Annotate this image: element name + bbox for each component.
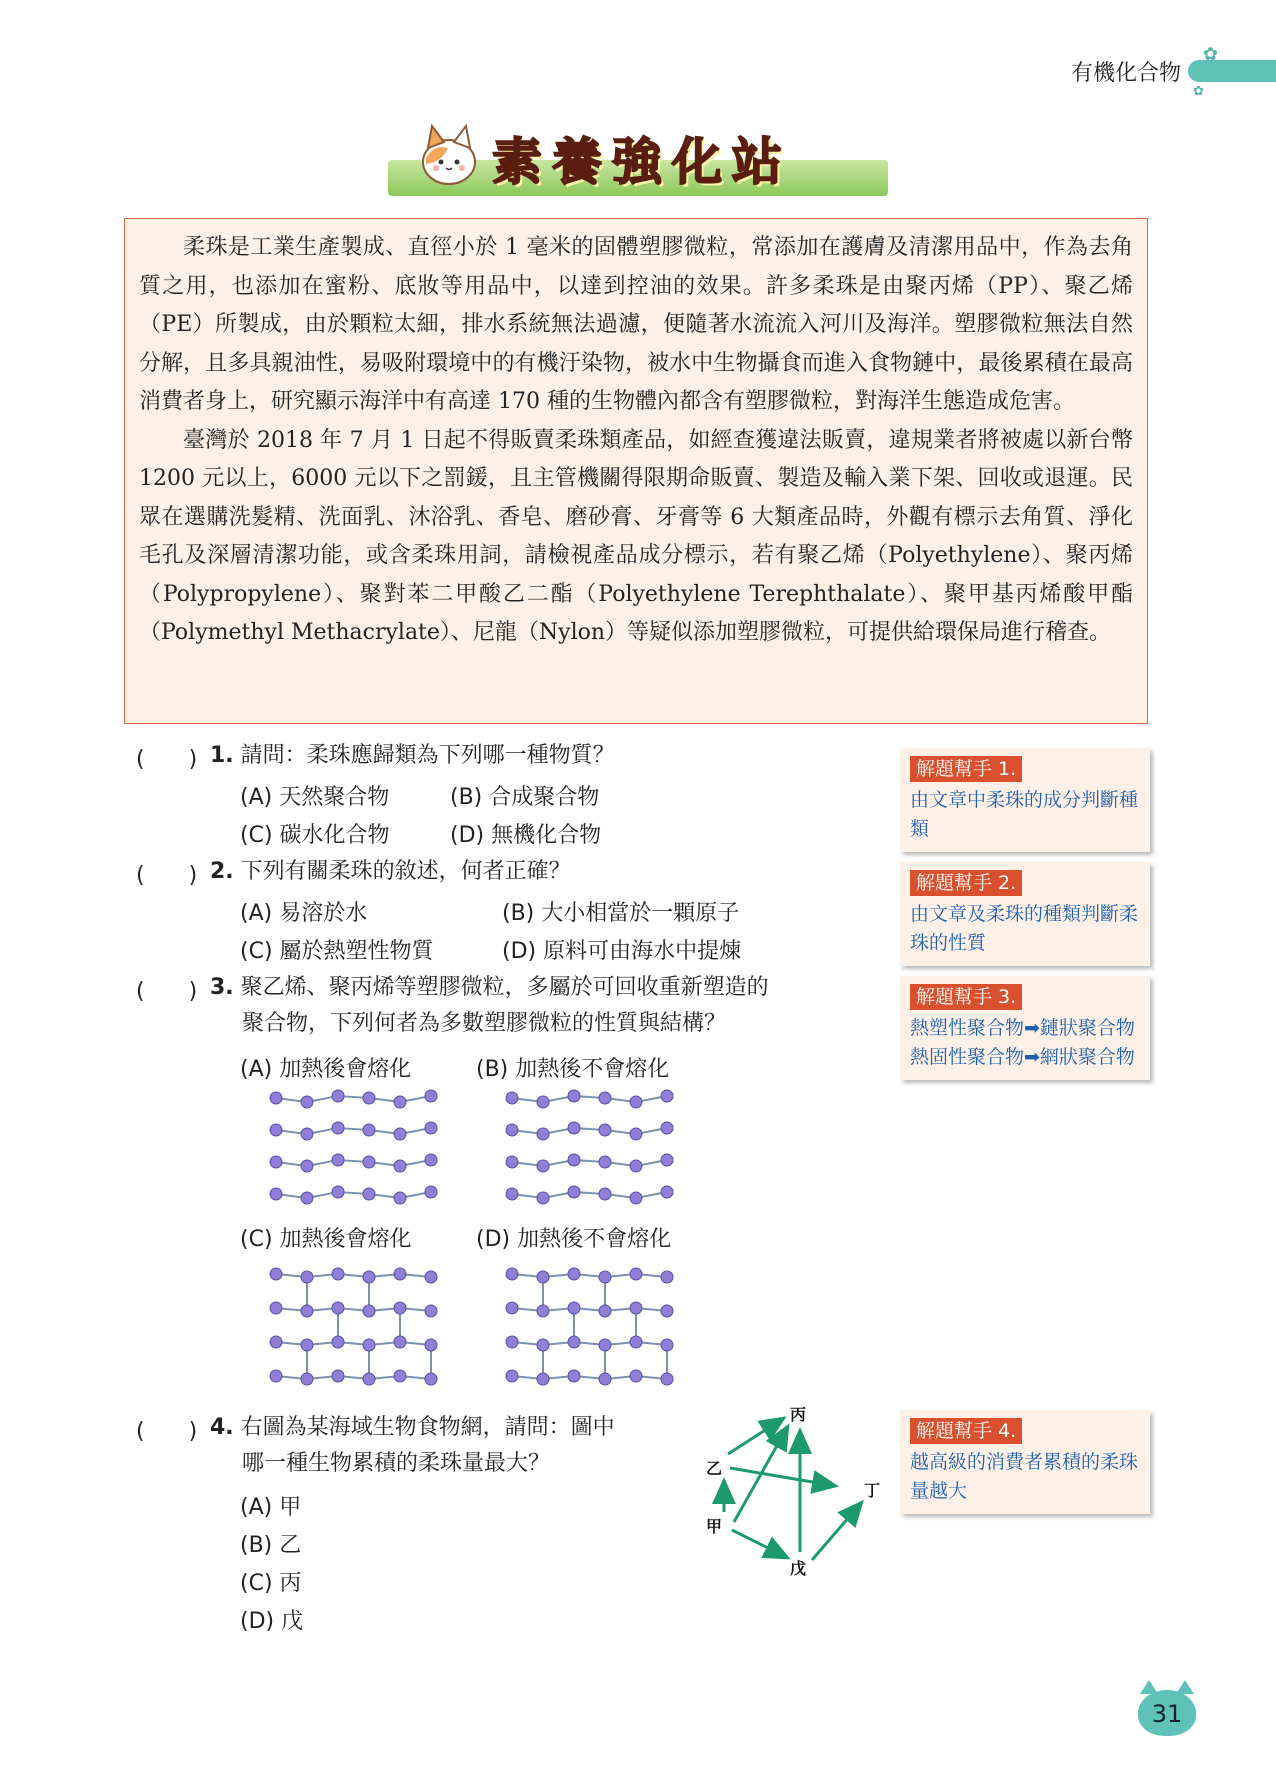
paw-icon: ✿ xyxy=(1202,44,1218,65)
polymer-bead xyxy=(568,1370,580,1382)
polymer-bead xyxy=(270,1092,282,1104)
option-c[interactable]: (C) 碳水化合物 xyxy=(240,823,390,848)
polymer-bead xyxy=(630,1160,642,1172)
polymer-bead xyxy=(270,1188,282,1200)
polymer-bead xyxy=(568,1336,580,1348)
polymer-bead xyxy=(425,1090,437,1102)
helper-label: 解題幫手 1. xyxy=(910,756,1022,782)
linear-polymer-diagram-a xyxy=(268,1086,438,1206)
article-paragraph: 柔珠是工業生產製成、直徑小於 1 毫米的固體塑膠微粒，常添加在護膚及清潔用品中，作為去角質之用，也添加在蜜粉、底妝等用品中，以達到控油的效果。許多柔珠是由聚丙烯（PP）、聚乙烯（PE）所製成，由於顆粒太細，排水系統無法過濾，便隨著水流流入河川及海洋。塑膠微粒無法自然分解，且多具親油性，易吸附環境中的有機汙染物，被水中生物攝食而進入食物鏈中，最後累積在最高消費者身上，研究顯示海洋中有高達 170 種的生物體內都含有塑膠微粒，對海洋生態造成危害。 xyxy=(139,235,1133,414)
banner-char: 化 xyxy=(672,133,732,191)
polymer-bead xyxy=(394,1370,406,1382)
paw-icon-small: ✿ xyxy=(1193,84,1204,99)
helper-text: 熱塑性聚合物➡鏈狀聚合物 xyxy=(910,1017,1135,1039)
question-number: 4. xyxy=(210,1415,234,1440)
food-web-node: 丙 xyxy=(790,1405,807,1424)
option-b[interactable]: (B) 乙 xyxy=(240,1533,302,1558)
polymer-bead xyxy=(568,1122,580,1134)
option-b[interactable]: (B) 大小相當於一顆原子 xyxy=(502,901,740,926)
polymer-bead xyxy=(301,1128,313,1140)
polymer-bead xyxy=(363,1271,375,1283)
polymer-bead xyxy=(661,1090,673,1102)
option-d[interactable]: (D) 戊 xyxy=(240,1609,304,1634)
polymer-bead xyxy=(301,1339,313,1351)
polymer-bead xyxy=(332,1186,344,1198)
polymer-bead xyxy=(301,1096,313,1108)
helper-text: 越高級的消費者累積的柔珠量越大 xyxy=(910,1451,1139,1502)
polymer-bead xyxy=(394,1192,406,1204)
food-web-node: 甲 xyxy=(706,1517,723,1536)
helper-text: 由文章及柔珠的種類判斷柔珠的性質 xyxy=(910,903,1139,954)
page-number: 31 xyxy=(1151,1700,1183,1728)
polymer-bead xyxy=(332,1154,344,1166)
option-b[interactable]: (B) 加熱後不會熔化 xyxy=(476,1057,670,1082)
polymer-bead xyxy=(394,1096,406,1108)
helper-text: 熱固性聚合物➡網狀聚合物 xyxy=(910,1046,1135,1068)
answer-blank[interactable]: ( ) xyxy=(136,747,198,772)
polymer-bead xyxy=(394,1336,406,1348)
polymer-bead xyxy=(363,1373,375,1385)
polymer-bead xyxy=(425,1271,437,1283)
option-b[interactable]: (B) 合成聚合物 xyxy=(450,785,600,810)
polymer-bead xyxy=(363,1339,375,1351)
helper-text: 由文章中柔珠的成分判斷種類 xyxy=(910,789,1139,840)
polymer-bead xyxy=(363,1305,375,1317)
polymer-bead xyxy=(537,1160,549,1172)
question-4 xyxy=(210,1410,615,1482)
network-polymer-diagram-d xyxy=(504,1262,674,1392)
polymer-bead xyxy=(270,1268,282,1280)
banner-title xyxy=(492,122,792,194)
polymer-bead xyxy=(630,1336,642,1348)
answer-blank[interactable]: ( ) xyxy=(136,979,198,1004)
polymer-bead xyxy=(661,1271,673,1283)
polymer-bead xyxy=(425,1373,437,1385)
polymer-bead xyxy=(661,1186,673,1198)
polymer-bead xyxy=(661,1373,673,1385)
polymer-bead xyxy=(270,1156,282,1168)
polymer-bead xyxy=(332,1336,344,1348)
question-text: 聚乙烯、聚丙烯等塑膠微粒，多屬於可回收重新塑造的 xyxy=(240,975,769,1000)
food-web-node: 丁 xyxy=(864,1481,881,1500)
polymer-bead xyxy=(506,1156,518,1168)
banner-char: 強 xyxy=(612,133,672,191)
article-box xyxy=(124,218,1148,724)
option-d[interactable]: (D) 無機化合物 xyxy=(450,823,602,848)
polymer-bead xyxy=(301,1192,313,1204)
polymer-bead xyxy=(661,1339,673,1351)
question-text: 聚合物，下列何者為多數塑膠微粒的性質與結構？ xyxy=(242,1011,727,1036)
helper-label: 解題幫手 3. xyxy=(910,984,1022,1010)
polymer-bead xyxy=(301,1271,313,1283)
polymer-bead xyxy=(301,1305,313,1317)
polymer-bead xyxy=(425,1122,437,1134)
polymer-bead xyxy=(301,1373,313,1385)
polymer-bead xyxy=(332,1302,344,1314)
polymer-bead xyxy=(270,1302,282,1314)
option-c[interactable]: (C) 丙 xyxy=(240,1571,302,1596)
polymer-bead xyxy=(537,1128,549,1140)
linear-polymer-diagram-b xyxy=(504,1086,674,1206)
polymer-bead xyxy=(506,1336,518,1348)
polymer-bead xyxy=(568,1302,580,1314)
food-web-node: 戊 xyxy=(790,1559,807,1576)
helper-label: 解題幫手 2. xyxy=(910,870,1022,896)
polymer-bead xyxy=(506,1268,518,1280)
option-d[interactable]: (D) 加熱後不會熔化 xyxy=(476,1227,672,1252)
cat-mascot-icon xyxy=(414,118,484,190)
helper-box-4 xyxy=(900,1410,1150,1514)
polymer-bead xyxy=(630,1268,642,1280)
helper-label: 解題幫手 4. xyxy=(910,1418,1022,1444)
question-number: 1. xyxy=(210,743,234,768)
polymer-bead xyxy=(599,1305,611,1317)
option-c[interactable]: (C) 加熱後會熔化 xyxy=(240,1227,412,1252)
polymer-bead xyxy=(301,1160,313,1172)
option-d[interactable]: (D) 原料可由海水中提煉 xyxy=(502,939,742,964)
question-text: 右圖為某海域生物食物網，請問：圖中 xyxy=(240,1415,615,1440)
polymer-bead xyxy=(506,1124,518,1136)
polymer-bead xyxy=(506,1302,518,1314)
network-polymer-diagram-c xyxy=(268,1262,438,1392)
polymer-bead xyxy=(537,1305,549,1317)
polymer-bead xyxy=(332,1268,344,1280)
option-a[interactable]: (A) 天然聚合物 xyxy=(240,785,390,810)
polymer-bead xyxy=(537,1339,549,1351)
polymer-bead xyxy=(506,1370,518,1382)
polymer-bead xyxy=(661,1122,673,1134)
polymer-bead xyxy=(630,1096,642,1108)
polymer-bead xyxy=(270,1124,282,1136)
polymer-bead xyxy=(537,1192,549,1204)
option-a[interactable]: (A) 甲 xyxy=(240,1495,302,1520)
polymer-bead xyxy=(568,1186,580,1198)
helper-box-3 xyxy=(900,976,1150,1080)
question-number: 2. xyxy=(210,859,234,884)
polymer-bead xyxy=(270,1370,282,1382)
helper-box-2 xyxy=(900,862,1150,966)
polymer-bead xyxy=(630,1302,642,1314)
polymer-bead xyxy=(363,1124,375,1136)
polymer-bead xyxy=(568,1090,580,1102)
polymer-bead xyxy=(394,1268,406,1280)
polymer-bead xyxy=(599,1156,611,1168)
polymer-bead xyxy=(599,1092,611,1104)
polymer-bead xyxy=(394,1128,406,1140)
polymer-bead xyxy=(599,1124,611,1136)
polymer-bead xyxy=(363,1092,375,1104)
polymer-bead xyxy=(630,1128,642,1140)
article-paragraph: 臺灣於 2018 年 7 月 1 日起不得販賣柔珠類產品，如經查獲違法販賣，違規業者將被處以新台幣 1200 元以上，6000 元以下之罰鍰，且主管機關得限期命販賣、製造及輸入業下架、回收或退運。民眾在選購洗髮精、洗面乳、沐浴乳、香皂、磨砂膏、牙膏等 6 大類產品時，外觀有標示去角質、淨化毛孔及深層清潔功能，或含柔珠用詞，請檢視產品成分標示，若有聚乙烯（Polyethylene）、聚丙烯（Polypropylene）、聚對苯二甲酸乙二酯（Polyethylene Terephthalate）、聚甲基丙烯酸甲酯（Polymethyl Methacrylate）、尼龍（Nylon）等疑似添加塑膠微粒，可提供給環保局進行稽查。 xyxy=(139,427,1133,645)
food-web-node: 乙 xyxy=(706,1459,723,1478)
polymer-bead xyxy=(599,1271,611,1283)
polymer-bead xyxy=(568,1268,580,1280)
banner-char: 站 xyxy=(732,133,792,191)
option-a[interactable]: (A) 易溶於水 xyxy=(240,901,368,926)
question-number: 3. xyxy=(210,975,234,1000)
polymer-bead xyxy=(425,1186,437,1198)
polymer-bead xyxy=(630,1370,642,1382)
polymer-bead xyxy=(537,1096,549,1108)
option-a[interactable]: (A) 加熱後會熔化 xyxy=(240,1057,412,1082)
banner-char: 素 xyxy=(492,133,552,191)
chapter-title: 有機化合物 xyxy=(1070,61,1181,86)
question-text: 哪一種生物累積的柔珠量最大？ xyxy=(242,1451,551,1476)
polymer-bead xyxy=(332,1370,344,1382)
question-1 xyxy=(210,738,615,774)
polymer-bead xyxy=(394,1302,406,1314)
polymer-bead xyxy=(270,1336,282,1348)
polymer-bead xyxy=(599,1339,611,1351)
polymer-bead xyxy=(425,1339,437,1351)
polymer-bead xyxy=(425,1154,437,1166)
answer-blank[interactable]: ( ) xyxy=(136,863,198,888)
polymer-bead xyxy=(394,1160,406,1172)
polymer-bead xyxy=(363,1156,375,1168)
question-text: 下列有關柔珠的敘述，何者正確？ xyxy=(240,859,571,884)
polymer-bead xyxy=(332,1090,344,1102)
polymer-bead xyxy=(506,1188,518,1200)
polymer-bead xyxy=(506,1092,518,1104)
question-text: 請問：柔珠應歸類為下列哪一種物質？ xyxy=(240,743,615,768)
polymer-bead xyxy=(537,1373,549,1385)
polymer-bead xyxy=(661,1154,673,1166)
helper-box-1 xyxy=(900,748,1150,852)
polymer-bead xyxy=(425,1305,437,1317)
polymer-bead xyxy=(363,1188,375,1200)
option-c[interactable]: (C) 屬於熱塑性物質 xyxy=(240,939,434,964)
question-3 xyxy=(210,970,769,1042)
banner-char: 養 xyxy=(552,133,612,191)
polymer-bead xyxy=(661,1305,673,1317)
header-tab xyxy=(1188,60,1276,82)
answer-blank[interactable]: ( ) xyxy=(136,1419,198,1444)
polymer-bead xyxy=(599,1188,611,1200)
question-2 xyxy=(210,854,571,890)
polymer-bead xyxy=(568,1154,580,1166)
polymer-bead xyxy=(630,1192,642,1204)
polymer-bead xyxy=(332,1122,344,1134)
food-web-diagram xyxy=(700,1404,890,1576)
polymer-bead xyxy=(599,1373,611,1385)
polymer-bead xyxy=(537,1271,549,1283)
